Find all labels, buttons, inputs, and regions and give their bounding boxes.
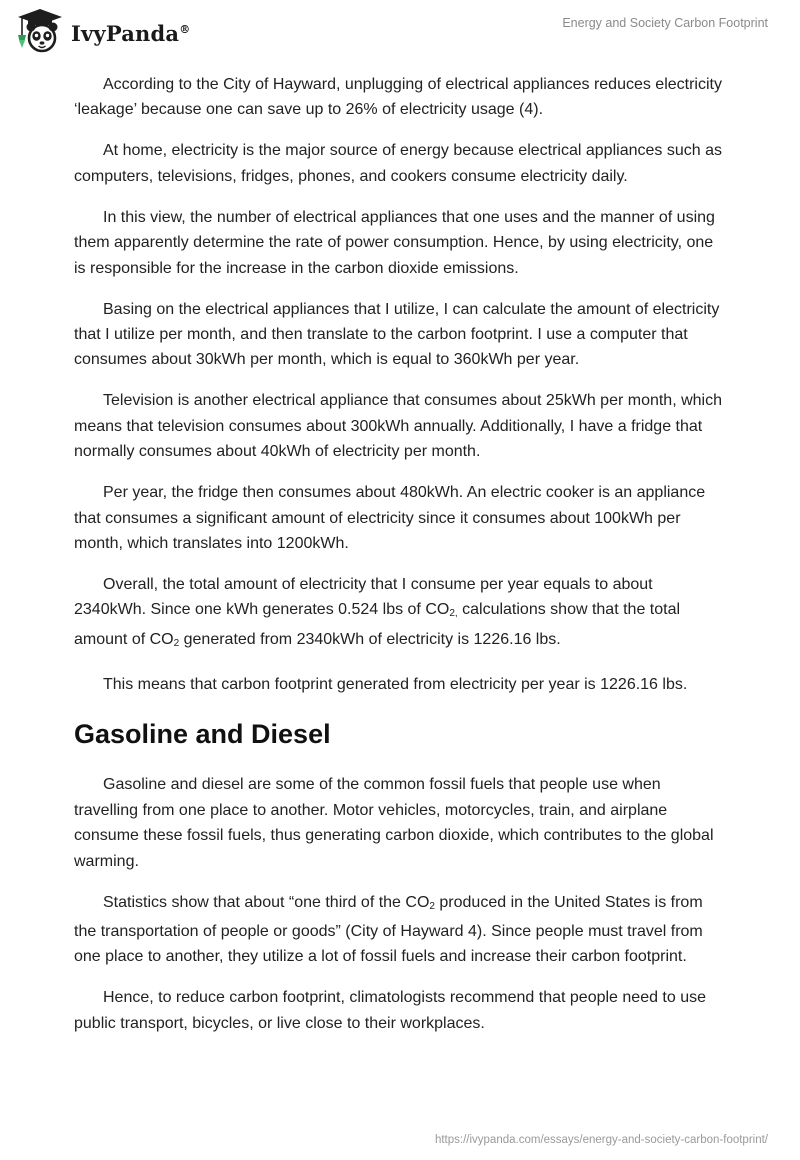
essay-body [74,72,726,1052]
paragraph: Hence, to reduce carbon footprint, climatologists recommend that people need to use public transport, bicycles, or live close to their workplaces. [74,989,707,1032]
logo-text: IvyPanda® [71,20,191,46]
paragraph: Television is another electrical appliance that consumes about 25kWh per month, which means that television consumes about 300kWh annually. Additionally, I have a fridge that normally consumes about 40kWh of electricity per month. [74,392,722,461]
paragraph: Gasoline and diesel are some of the common fossil fuels that people use when travelling from one place to another. Motor vehicles, motorcycles, train, and airplane consume these fossil fuels, thus generating carbon dioxide, which contributes to the global warming. [74,776,714,870]
paragraph: This means that carbon footprint generated from electricity per year is 1226.16 lbs. [103,675,688,693]
ivypanda-logo[interactable] [14,7,190,55]
section-heading: Gasoline and Diesel [74,719,331,750]
paragraph: In this view, the number of electrical appliances that one uses and the manner of using them apparently determine the rate of power consumption. Hence, by using electricity, one is responsible for the increase in the carbon dioxide emissions. [74,208,715,277]
panda-graduate-icon [14,7,66,55]
paragraph: Basing on the electrical appliances that I utilize, I can calculate the amount of electricity that I utilize per month, and then translate to the carbon footprint. I use a computer that consumes about 30kWh per month, which is equal to 360kWh per year. [74,300,720,369]
source-url[interactable]: https://ivypanda.com/essays/energy-and-society-carbon-footprint/ [434,1134,768,1146]
page-header [0,0,800,60]
paragraph: Per year, the fridge then consumes about 480kWh. An electric cooker is an appliance that consumes a significant amount of electricity since it consumes about 100kWh per month, which translates into 1200kWh. [74,484,706,553]
paragraph: At home, electricity is the major source of energy because electrical appliances such as computers, televisions, fridges, phones, and cookers consume electricity daily. [74,142,722,185]
paragraph: Statistics show that about “one third of the $CO_2$ produced in the United States is from the transportation of people or goods” (City of Hayward 4). Since people must travel from one place to another, they utilize a lot of fossil fuels and increase their carbon footprint. [74,893,703,966]
document-title: Energy and Society Carbon Footprint [562,16,768,30]
paragraph: Overall, the total amount of electricity that I consume per year equals to about 2340kWh. Since one kWh generates 0.524 lbs of $CO_{2,}$ calculations show that the total amount of $CO_2$ generated from 2340kWh of electricity is 1226.16 lbs. [74,576,681,649]
paragraph: According to the City of Hayward, unplugging of electrical appliances reduces electricity ‘leakage’ because one can save up to 26% of electricity usage (4). [74,76,722,119]
